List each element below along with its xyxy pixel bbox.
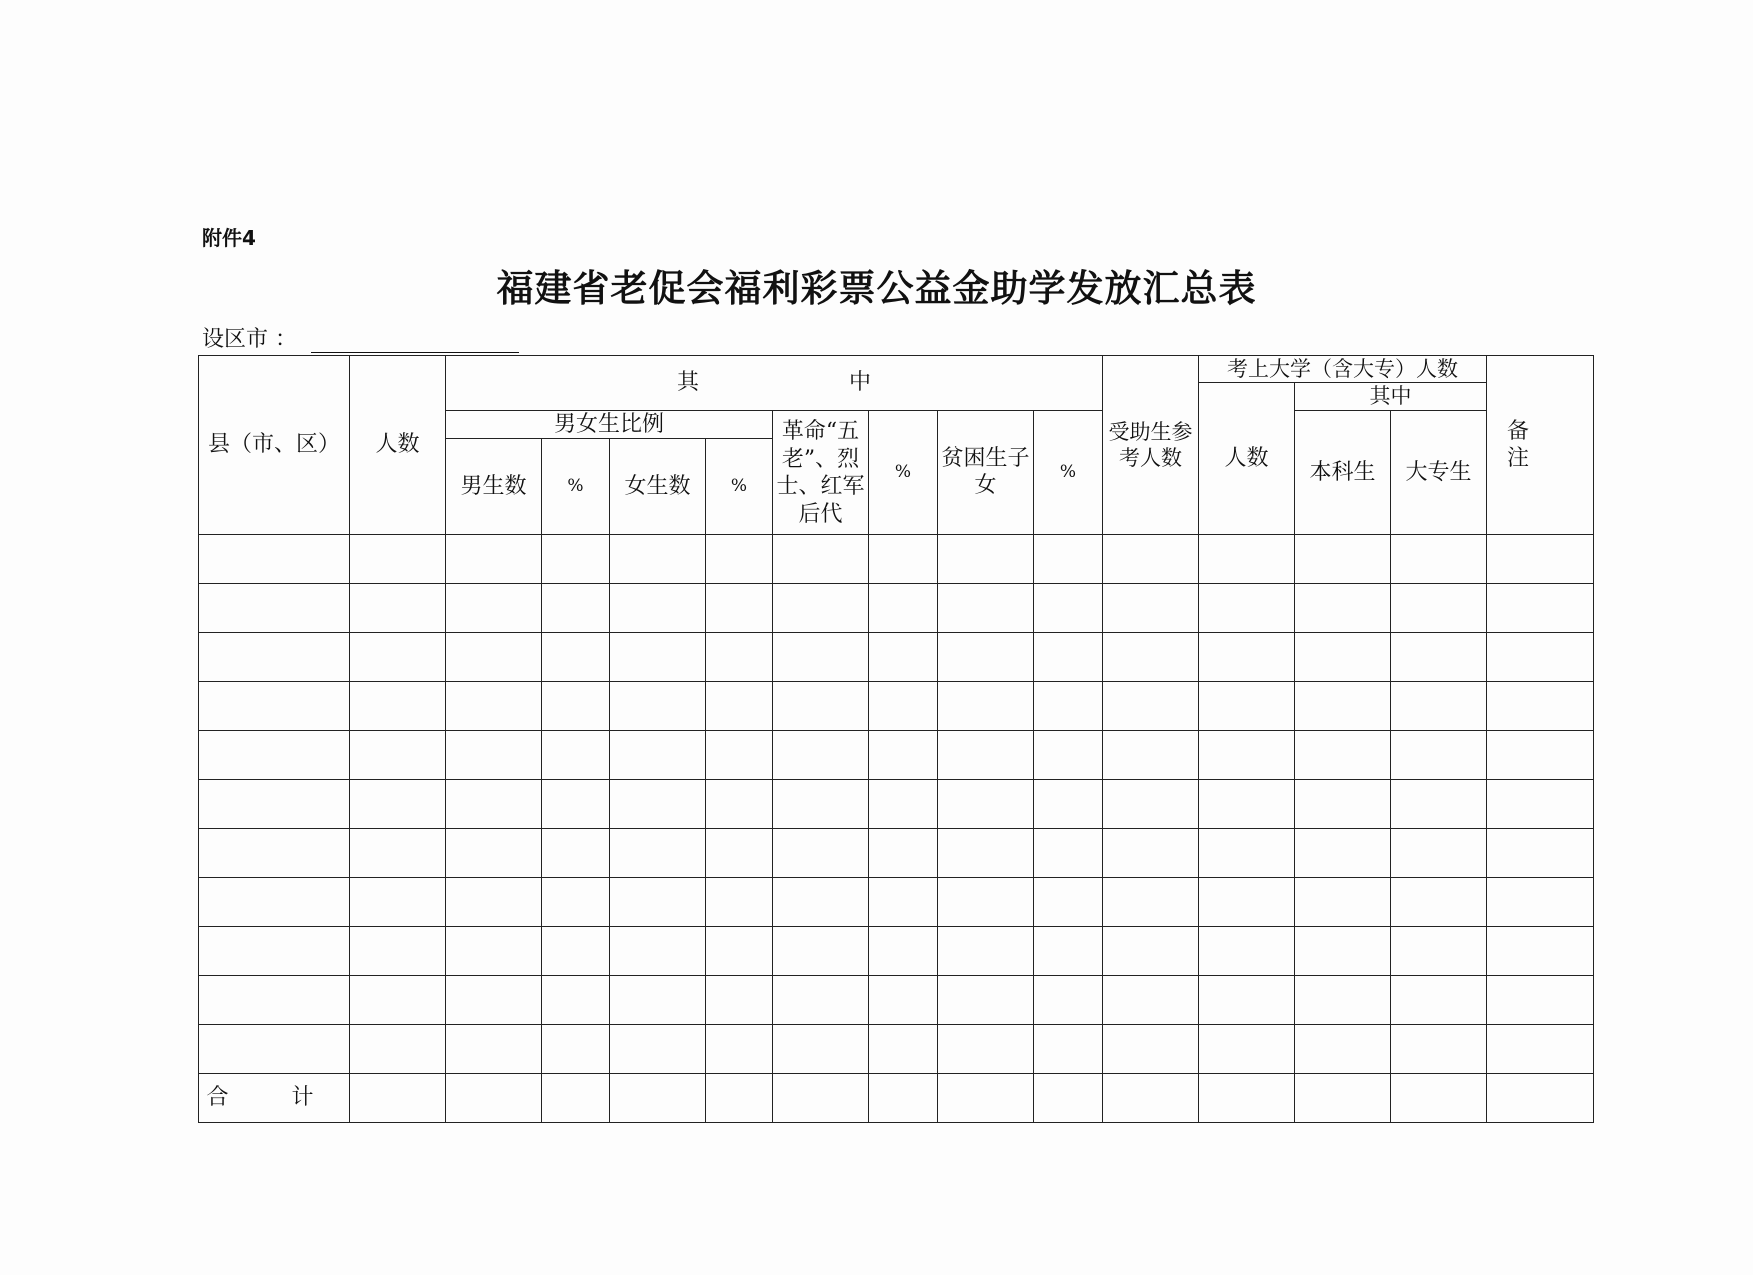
table-body xyxy=(199,535,1594,1074)
table-cell[interactable] xyxy=(446,731,542,780)
header-revolution: 革命“五老”、烈士、红军后代 xyxy=(773,410,869,535)
table-cell[interactable] xyxy=(1295,780,1391,829)
table-cell[interactable] xyxy=(869,878,938,927)
table-cell[interactable] xyxy=(1295,584,1391,633)
table-cell[interactable] xyxy=(1199,682,1295,731)
table-cell[interactable] xyxy=(199,731,350,780)
table-cell[interactable] xyxy=(869,976,938,1025)
table-cell[interactable] xyxy=(542,927,610,976)
header-among: 其中 xyxy=(446,356,1103,411)
table-cell[interactable] xyxy=(938,584,1034,633)
table-row xyxy=(199,976,1594,1025)
table-cell[interactable] xyxy=(199,633,350,682)
header-reference: 受助生参考人数 xyxy=(1103,356,1199,535)
table-cell[interactable] xyxy=(610,878,706,927)
table-cell[interactable] xyxy=(869,927,938,976)
table-cell[interactable] xyxy=(199,535,350,584)
table-cell[interactable] xyxy=(1034,1025,1103,1074)
table-cell[interactable] xyxy=(350,1025,446,1074)
table-cell[interactable] xyxy=(1199,976,1295,1025)
table-cell[interactable] xyxy=(706,829,773,878)
table-cell[interactable] xyxy=(1034,976,1103,1025)
table-cell[interactable] xyxy=(1199,829,1295,878)
summary-table xyxy=(198,355,1594,1123)
table-row xyxy=(199,535,1594,584)
table-cell[interactable] xyxy=(350,535,446,584)
table-cell[interactable] xyxy=(1391,1074,1487,1123)
table-cell[interactable] xyxy=(706,633,773,682)
table-cell[interactable] xyxy=(446,878,542,927)
table-cell[interactable] xyxy=(1103,829,1199,878)
table-cell[interactable] xyxy=(1199,1025,1295,1074)
table-cell[interactable] xyxy=(446,682,542,731)
table-cell[interactable] xyxy=(610,829,706,878)
table-cell[interactable] xyxy=(869,731,938,780)
table-cell[interactable] xyxy=(542,633,610,682)
table-cell[interactable] xyxy=(610,1025,706,1074)
city-label: 设区市 ： xyxy=(202,327,297,352)
table-cell[interactable] xyxy=(773,829,869,878)
table-cell[interactable] xyxy=(1295,927,1391,976)
table-cell[interactable] xyxy=(1034,633,1103,682)
table-cell[interactable] xyxy=(706,1025,773,1074)
table-cell[interactable] xyxy=(706,731,773,780)
table-cell[interactable] xyxy=(1487,584,1594,633)
attachment-label: 附件4 xyxy=(202,226,256,250)
table-cell[interactable] xyxy=(542,878,610,927)
header-undergrad: 本科生 xyxy=(1295,410,1391,535)
table-cell[interactable] xyxy=(199,682,350,731)
table-cell[interactable] xyxy=(1103,731,1199,780)
table-cell[interactable] xyxy=(938,829,1034,878)
table-cell[interactable] xyxy=(938,780,1034,829)
table-row xyxy=(199,878,1594,927)
table-cell[interactable] xyxy=(706,682,773,731)
table-cell[interactable] xyxy=(199,927,350,976)
table-cell[interactable] xyxy=(1103,584,1199,633)
table-cell[interactable] xyxy=(1034,584,1103,633)
table-cell[interactable] xyxy=(199,829,350,878)
table-cell[interactable] xyxy=(542,976,610,1025)
header-people: 人数 xyxy=(350,356,446,535)
table-cell[interactable] xyxy=(199,584,350,633)
table-cell[interactable] xyxy=(1034,1074,1103,1123)
table-cell[interactable] xyxy=(706,878,773,927)
table-cell[interactable] xyxy=(1199,780,1295,829)
table-row xyxy=(199,633,1594,682)
table-cell[interactable] xyxy=(199,878,350,927)
header-poor: 贫困生子女 xyxy=(938,410,1034,535)
table-cell[interactable] xyxy=(1295,633,1391,682)
table-cell[interactable] xyxy=(869,780,938,829)
table-cell[interactable] xyxy=(773,1074,869,1123)
table-cell[interactable] xyxy=(610,731,706,780)
table-cell[interactable] xyxy=(1034,682,1103,731)
table-cell[interactable] xyxy=(1487,535,1594,584)
city-blank-field[interactable] xyxy=(311,328,519,353)
table-cell[interactable] xyxy=(706,927,773,976)
table-cell[interactable] xyxy=(350,829,446,878)
table-cell[interactable] xyxy=(1391,927,1487,976)
table-cell[interactable] xyxy=(610,976,706,1025)
table-cell[interactable] xyxy=(869,1025,938,1074)
table-cell[interactable] xyxy=(1103,1025,1199,1074)
table-cell[interactable] xyxy=(610,584,706,633)
table-cell[interactable] xyxy=(1295,682,1391,731)
table-cell[interactable] xyxy=(1103,780,1199,829)
table-cell[interactable] xyxy=(1391,535,1487,584)
table-cell[interactable] xyxy=(610,1074,706,1123)
header-county: 县（市、区） xyxy=(199,356,350,535)
table-cell[interactable] xyxy=(350,780,446,829)
table-cell[interactable] xyxy=(773,1025,869,1074)
table-cell[interactable] xyxy=(610,780,706,829)
table-cell[interactable] xyxy=(1103,535,1199,584)
header-gender-ratio: 男女生比例 xyxy=(446,410,773,439)
table-cell[interactable] xyxy=(938,927,1034,976)
table-cell[interactable] xyxy=(1199,584,1295,633)
header-row-1 xyxy=(199,356,1594,383)
table-cell[interactable] xyxy=(773,780,869,829)
table-cell[interactable] xyxy=(1391,584,1487,633)
table-cell[interactable] xyxy=(350,682,446,731)
table-cell[interactable] xyxy=(1487,976,1594,1025)
header-poor-percent: % xyxy=(1034,410,1103,535)
table-cell[interactable] xyxy=(350,584,446,633)
header-college: 考上大学（含大专）人数 xyxy=(1199,356,1487,383)
table-cell[interactable] xyxy=(1391,780,1487,829)
table-cell[interactable] xyxy=(446,780,542,829)
table-cell[interactable] xyxy=(350,927,446,976)
table-cell[interactable] xyxy=(350,976,446,1025)
table-cell[interactable] xyxy=(542,1074,610,1123)
table-cell[interactable] xyxy=(542,780,610,829)
table-cell[interactable] xyxy=(869,633,938,682)
table-cell[interactable] xyxy=(1487,780,1594,829)
header-notes: 备 注 xyxy=(1487,356,1594,535)
table-cell[interactable] xyxy=(350,1074,446,1123)
table-cell[interactable] xyxy=(773,731,869,780)
table-cell[interactable] xyxy=(1295,535,1391,584)
table-cell[interactable] xyxy=(938,682,1034,731)
table-cell[interactable] xyxy=(869,584,938,633)
table-cell[interactable] xyxy=(446,829,542,878)
header-junior-college: 大专生 xyxy=(1391,410,1487,535)
table-cell[interactable] xyxy=(1391,976,1487,1025)
table-cell[interactable] xyxy=(869,535,938,584)
table-cell[interactable] xyxy=(542,1025,610,1074)
table-row xyxy=(199,927,1594,976)
table-cell[interactable] xyxy=(706,976,773,1025)
table-cell[interactable] xyxy=(869,1074,938,1123)
table-cell[interactable] xyxy=(1391,1025,1487,1074)
table-cell[interactable] xyxy=(773,878,869,927)
table-row xyxy=(199,780,1594,829)
table-cell[interactable] xyxy=(1199,731,1295,780)
table-cell[interactable] xyxy=(199,1025,350,1074)
table-row xyxy=(199,584,1594,633)
header-college-among: 其中 xyxy=(1295,383,1487,410)
table-cell[interactable] xyxy=(938,1025,1034,1074)
table-cell[interactable] xyxy=(938,535,1034,584)
table-cell[interactable] xyxy=(869,682,938,731)
table-cell[interactable] xyxy=(610,633,706,682)
table-cell[interactable] xyxy=(773,584,869,633)
document-title: 福建省老促会福利彩票公益金助学发放汇总表 xyxy=(496,267,1257,310)
table-cell[interactable] xyxy=(446,927,542,976)
table-cell[interactable] xyxy=(350,731,446,780)
table-cell[interactable] xyxy=(773,927,869,976)
table-cell[interactable] xyxy=(1199,535,1295,584)
table-cell[interactable] xyxy=(542,535,610,584)
table-cell[interactable] xyxy=(1103,633,1199,682)
table-row xyxy=(199,731,1594,780)
table-cell[interactable] xyxy=(1487,731,1594,780)
table-cell[interactable] xyxy=(1487,682,1594,731)
table-cell[interactable] xyxy=(199,780,350,829)
table-cell[interactable] xyxy=(706,584,773,633)
header-revolution-percent: % xyxy=(869,410,938,535)
table-cell[interactable] xyxy=(938,633,1034,682)
table-cell[interactable] xyxy=(773,535,869,584)
table-cell[interactable] xyxy=(938,1074,1034,1123)
table-cell[interactable] xyxy=(938,878,1034,927)
city-line xyxy=(202,322,519,353)
table-cell[interactable] xyxy=(610,927,706,976)
table-cell[interactable] xyxy=(1391,633,1487,682)
table-cell[interactable] xyxy=(1295,1074,1391,1123)
table-cell[interactable] xyxy=(773,633,869,682)
table-row xyxy=(199,1025,1594,1074)
table-cell[interactable] xyxy=(1487,1074,1594,1123)
table-cell[interactable] xyxy=(1295,1025,1391,1074)
table-cell[interactable] xyxy=(1487,829,1594,878)
header-male-percent: % xyxy=(542,439,610,535)
table-cell[interactable] xyxy=(706,535,773,584)
table-cell[interactable] xyxy=(1295,976,1391,1025)
table-cell[interactable] xyxy=(706,1074,773,1123)
table-cell[interactable] xyxy=(1391,829,1487,878)
table-cell[interactable] xyxy=(446,535,542,584)
table-cell[interactable] xyxy=(773,976,869,1025)
table-cell[interactable] xyxy=(446,976,542,1025)
table-cell[interactable] xyxy=(1391,682,1487,731)
table-cell[interactable] xyxy=(773,682,869,731)
header-female-percent: % xyxy=(706,439,773,535)
table-cell[interactable] xyxy=(1295,829,1391,878)
header-male-count: 男生数 xyxy=(446,439,542,535)
table-cell[interactable] xyxy=(1103,1074,1199,1123)
table-cell[interactable] xyxy=(938,731,1034,780)
table-cell[interactable] xyxy=(1034,878,1103,927)
table-row xyxy=(199,829,1594,878)
table-cell[interactable] xyxy=(938,976,1034,1025)
table-cell[interactable] xyxy=(1199,633,1295,682)
table-cell[interactable] xyxy=(1199,1074,1295,1123)
table-cell[interactable] xyxy=(542,584,610,633)
table-cell[interactable] xyxy=(1034,829,1103,878)
table-cell[interactable] xyxy=(350,633,446,682)
table-cell[interactable] xyxy=(1103,878,1199,927)
table-cell[interactable] xyxy=(1487,1025,1594,1074)
table-cell[interactable] xyxy=(446,1074,542,1123)
table-cell[interactable] xyxy=(1103,976,1199,1025)
table-cell[interactable] xyxy=(1487,878,1594,927)
table-cell[interactable] xyxy=(542,829,610,878)
table-cell[interactable] xyxy=(446,584,542,633)
table-cell[interactable] xyxy=(1391,878,1487,927)
table-cell[interactable] xyxy=(1199,878,1295,927)
total-row xyxy=(199,1074,1594,1123)
header-college-people: 人数 xyxy=(1199,383,1295,535)
table-cell[interactable] xyxy=(1034,780,1103,829)
table-cell[interactable] xyxy=(542,731,610,780)
table-cell[interactable] xyxy=(199,976,350,1025)
header-female-count: 女生数 xyxy=(610,439,706,535)
table-cell[interactable] xyxy=(542,682,610,731)
table-cell[interactable] xyxy=(1487,633,1594,682)
table-cell[interactable] xyxy=(1103,927,1199,976)
table-cell[interactable] xyxy=(610,535,706,584)
table-cell[interactable] xyxy=(1034,535,1103,584)
table-cell[interactable] xyxy=(1034,731,1103,780)
table-cell[interactable] xyxy=(1103,682,1199,731)
table-cell[interactable] xyxy=(1295,878,1391,927)
table-cell[interactable] xyxy=(1487,927,1594,976)
table-cell[interactable] xyxy=(869,829,938,878)
total-label: 合 计 xyxy=(199,1074,350,1123)
table-row xyxy=(199,682,1594,731)
table-cell[interactable] xyxy=(1034,927,1103,976)
table-cell[interactable] xyxy=(1391,731,1487,780)
table-cell[interactable] xyxy=(1199,927,1295,976)
table-cell[interactable] xyxy=(610,682,706,731)
table-cell[interactable] xyxy=(446,633,542,682)
table-cell[interactable] xyxy=(350,878,446,927)
table-cell[interactable] xyxy=(1295,731,1391,780)
table-cell[interactable] xyxy=(706,780,773,829)
table-cell[interactable] xyxy=(446,1025,542,1074)
